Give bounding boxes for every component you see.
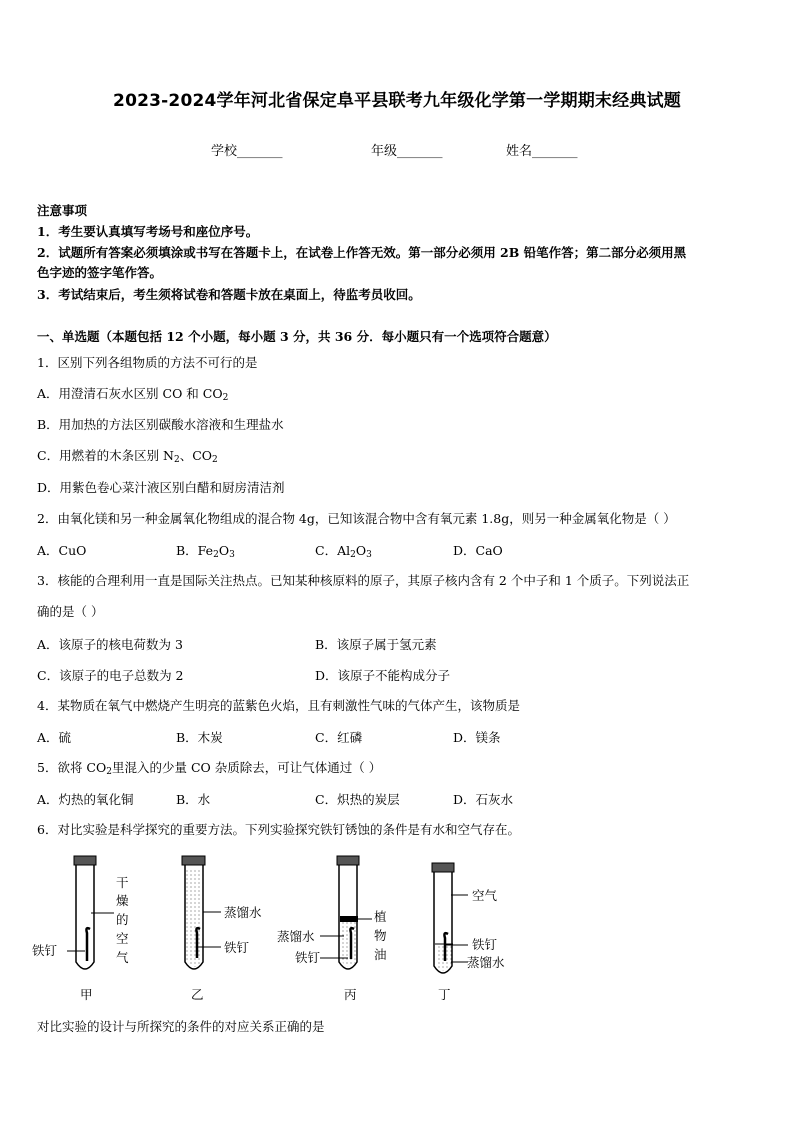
notice-heading: 注意事项 [37,203,88,218]
test-tube-figure [30,850,550,1005]
question-stem: 5．欲将 $CO_2$里混入的少量 CO 杂质除去，可让气体通过（ ） [37,760,382,777]
option-a: A．灼热的氧化铜 [37,792,134,807]
question-stem: 3．核能的合理利用一直是国际关注热点。已知某种核原料的原子，其原子核内含有 2 个中子和 1 个质子。下列说法正 [37,573,690,588]
notice-item: 1．考生要认真填写考场号和座位序号。 [37,224,259,239]
option-c: C．红磷 [315,730,363,745]
option-b: B．水 [176,792,211,807]
nail-icon [86,928,90,961]
option-b: B．木炭 [176,730,223,745]
question-stem-cont: 确的是（ ） [37,604,104,619]
notice-item: 3．考试结束后，考生须将试卷和答题卡放在桌面上，待监考员收回。 [37,287,421,302]
water-label: 蒸馏水 [224,905,262,920]
option-d: D．该原子不能构成分子 [315,668,451,683]
tube-ding [432,863,505,1002]
option-a: A．硫 [37,730,72,745]
notice-item: 2．试题所有答案必须填涂或书写在答题卡上，在试卷上作答无效。第一部分必须用 2B 铅笔作答；第二部分必须用黑 [37,245,687,260]
option-b: B．用加热的方法区别碳酸水溶液和生理盐水 [37,417,284,432]
tube-yi [182,856,262,1002]
option-a: A．该原子的核电荷数为 3 [37,637,183,652]
question-stem: 2．由氧化镁和另一种金属氧化物组成的混合物 4g，已知该混合物中含有氧元素 1.8g，则另一种金属氧化物是（ ） [37,511,676,526]
water-label: 蒸馏水 [467,955,505,970]
question-stem: 1．区别下列各组物质的方法不可行的是 [37,355,258,370]
school-field: 学校_______ [211,144,283,159]
name-field: 姓名_______ [506,144,578,159]
oil-label: 物 [374,928,387,943]
nail-label: 铁钉 [472,937,498,952]
question-stem: 4．某物质在氧气中燃烧产生明亮的蓝紫色火焰，且有刺激性气味的气体产生，该物质是 [37,698,520,713]
option-c: C．炽热的炭层 [315,792,400,807]
air-label: 气 [116,950,129,965]
nail-label: 铁钉 [32,943,58,958]
page-title: 2023-2024学年河北省保定阜平县联考九年级化学第一学期期末经典试题 [113,91,681,111]
tube-bing [277,856,387,1002]
air-label: 空气 [472,888,498,903]
air-label: 干 [116,875,129,890]
option-c: C．该原子的电子总数为 2 [37,668,184,683]
nail-label: 铁钉 [295,950,321,965]
oil-label: 植 [374,909,387,924]
option-b: B．该原子属于氢元素 [315,637,437,652]
option-d: D．用紫色卷心菜汁液区别白醋和厨房清洁剂 [37,480,285,495]
option-b: B．$Fe_2O_3$ [176,543,235,560]
option-c: C．用燃着的木条区别 $N_2$、$CO_2$ [37,448,218,465]
question-continuation: 对比实验的设计与所探究的条件的对应关系正确的是 [37,1019,325,1034]
option-d: D．石灰水 [453,792,514,807]
option-c: C．$Al_2O_3$ [315,543,372,560]
tube-caption: 丙 [344,987,357,1002]
tube-caption: 甲 [80,987,93,1002]
water-label: 蒸馏水 [277,929,315,944]
notice-item: 色字迹的签字笔作答。 [37,265,163,280]
question-stem: 6．对比实验是科学探究的重要方法。下列实验探究铁钉锈蚀的条件是有水和空气存在。 [37,822,520,837]
tube-caption: 丁 [438,987,451,1002]
oil-label: 油 [374,947,387,962]
nail-label: 铁钉 [224,940,250,955]
option-d: D．CaO [453,543,503,558]
air-label: 的 [116,912,129,927]
air-label: 空 [116,931,129,946]
option-a: A．用澄清石灰水区别 CO 和 $CO_2$ [37,386,229,403]
option-d: D．镁条 [453,730,501,745]
tube-jia [32,856,129,1002]
option-a: A．CuO [37,543,87,558]
grade-field: 年级_______ [371,144,443,159]
air-label: 燥 [116,893,129,908]
section-heading: 一、单选题（本题包括 12 个小题，每小题 3 分，共 36 分．每小题只有一个选项符合题意） [37,329,557,344]
tube-caption: 乙 [191,987,204,1002]
